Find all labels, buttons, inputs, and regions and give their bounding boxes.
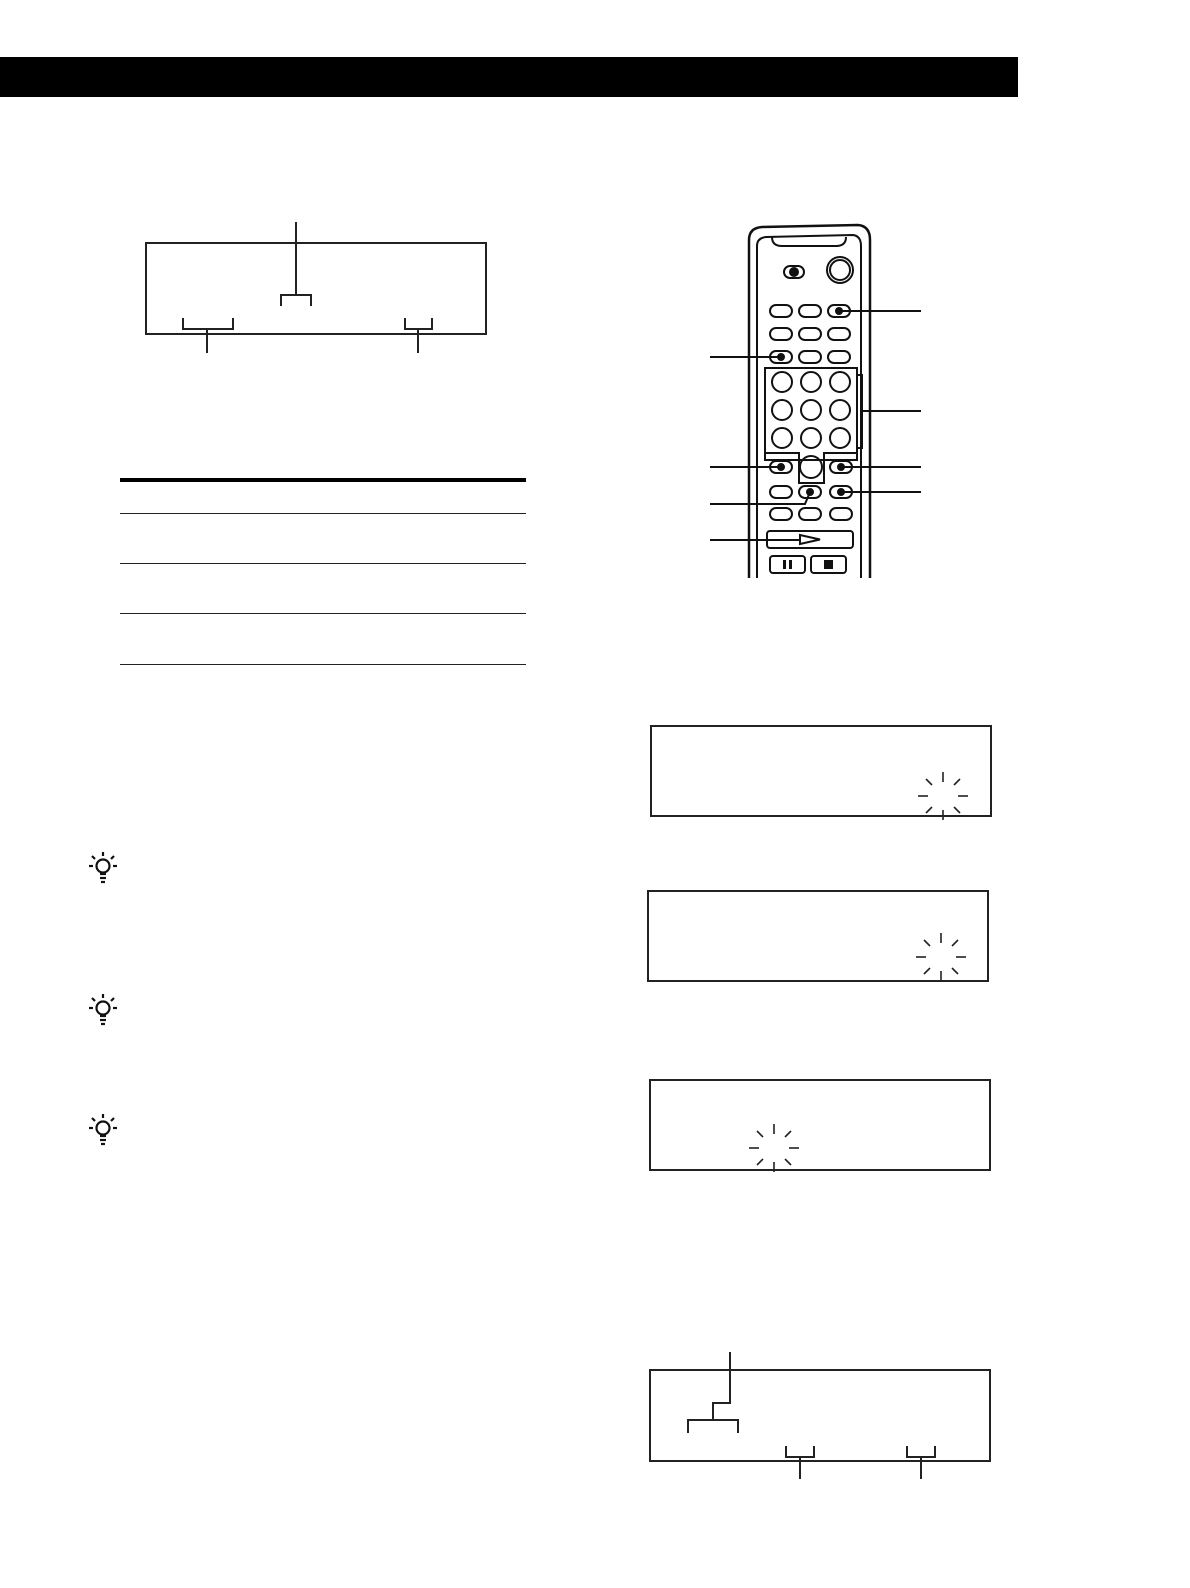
table-row-rule xyxy=(120,563,526,564)
blinking-indicator-icon xyxy=(749,1124,799,1172)
remote-control-illustration xyxy=(690,220,930,580)
display-frame-top xyxy=(146,243,486,334)
table-row-rule xyxy=(120,513,526,514)
lightbulb-tip-icon xyxy=(88,993,118,1027)
lightbulb-tip-icon xyxy=(88,851,118,885)
blinking-indicator-icon xyxy=(918,772,968,820)
blinking-indicator-icon xyxy=(916,933,966,981)
table-row-rule xyxy=(120,613,526,614)
display-diagram-blink-2 xyxy=(646,889,996,989)
display-diagram-blink-3 xyxy=(648,1078,998,1188)
display-diagram-blink-1 xyxy=(650,725,1000,825)
display-diagram-bottom xyxy=(648,1350,998,1480)
table-row-rule xyxy=(120,664,526,665)
table-top-rule xyxy=(120,478,526,482)
lightbulb-tip-icon xyxy=(88,1113,118,1147)
